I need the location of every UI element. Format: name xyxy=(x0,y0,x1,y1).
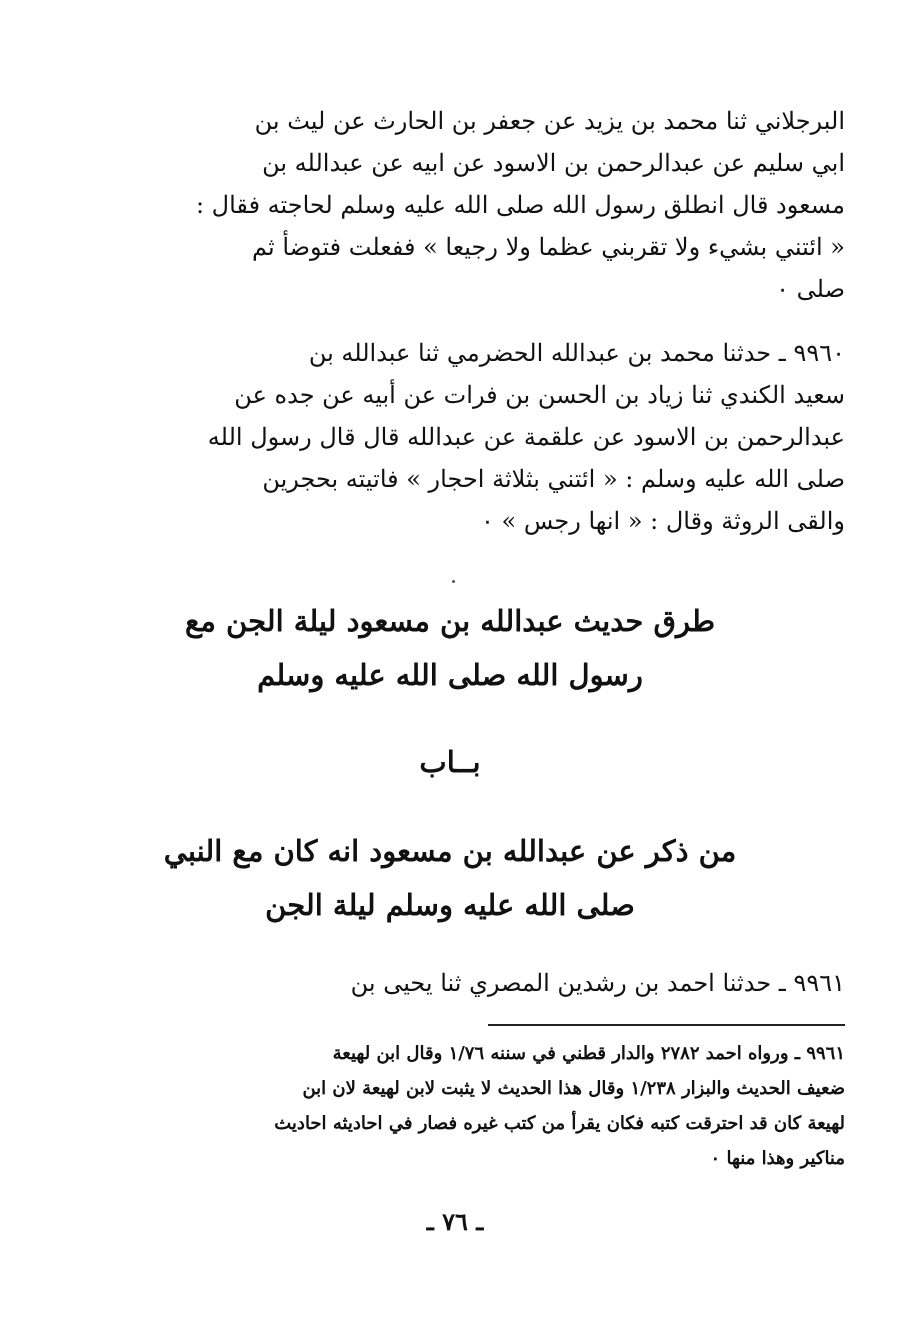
text-line: والقى الروثة وقال : « انها رجس » ٠ xyxy=(480,507,845,535)
footnote-line: لهيعة كان قد احترقت كتبه فكان يقرأ من كتب غيره فصار في احاديثه احاديث xyxy=(274,1113,845,1134)
text-line: صلى ٠ xyxy=(776,275,845,303)
text-line: ٩٩٦١ ـ حدثنا احمد بن رشدين المصري ثنا يحيى بن xyxy=(350,969,845,997)
footnote-line: مناكير وهذا منها ٠ xyxy=(710,1148,845,1169)
footnote-line: ضعيف الحديث والبزار ١/٢٣٨ وقال هذا الحديث لا يثبت لابن لهيعة لان ابن xyxy=(302,1078,845,1099)
footnote xyxy=(135,1036,845,1176)
text-line: ٩٩٦٠ ـ حدثنا محمد بن عبدالله الحضرمي ثنا عبدالله بن xyxy=(308,339,845,367)
heading-line: صلى الله عليه وسلم ليلة الجن xyxy=(265,888,635,922)
paragraph-hadith-continuation xyxy=(135,100,845,310)
text-line: « ائتني بشيء ولا تقربني عظما ولا رجيعا » ففعلت فتوضأ ثم xyxy=(252,233,845,261)
heading-line: بــاب xyxy=(419,745,481,779)
chapter-title xyxy=(100,824,800,932)
heading-line: من ذكر عن عبدالله بن مسعود انه كان مع النبي xyxy=(163,834,737,868)
text-line: البرجلاني ثنا محمد بن يزيد عن جعفر بن الحارث عن ليث بن xyxy=(254,107,845,135)
text-line: عبدالرحمن بن الاسود عن علقمة عن عبدالله قال قال رسول الله xyxy=(207,423,845,451)
paragraph-hadith-9960 xyxy=(135,332,845,542)
text-line: ابي سليم عن عبدالرحمن بن الاسود عن ابيه عن عبدالله بن xyxy=(262,149,845,177)
heading-line: طرق حديث عبدالله بن مسعود ليلة الجن مع xyxy=(184,604,716,638)
paragraph-hadith-9961 xyxy=(135,962,845,1004)
text-line: صلى الله عليه وسلم : « ائتني بثلاثة احجار » فاتيته بحجرين xyxy=(262,465,845,493)
heading-line: رسول الله صلى الله عليه وسلم xyxy=(257,658,643,692)
section-heading xyxy=(100,594,800,702)
footnote-line: ٩٩٦١ ـ ورواه احمد ٢٧٨٢ والدار قطني في سننه ١/٧٦ وقال ابن لهيعة xyxy=(332,1043,845,1064)
text-line: مسعود قال انطلق رسول الله صلى الله عليه وسلم لحاجته فقال : xyxy=(195,191,845,219)
footnote-divider xyxy=(488,1024,845,1026)
chapter-heading xyxy=(100,735,800,789)
stray-mark xyxy=(452,580,455,583)
text-line: سعيد الكندي ثنا زياد بن الحسن بن فرات عن أبيه عن جده عن xyxy=(234,381,845,409)
page-number: ـ ٧٦ ـ xyxy=(426,1207,484,1236)
